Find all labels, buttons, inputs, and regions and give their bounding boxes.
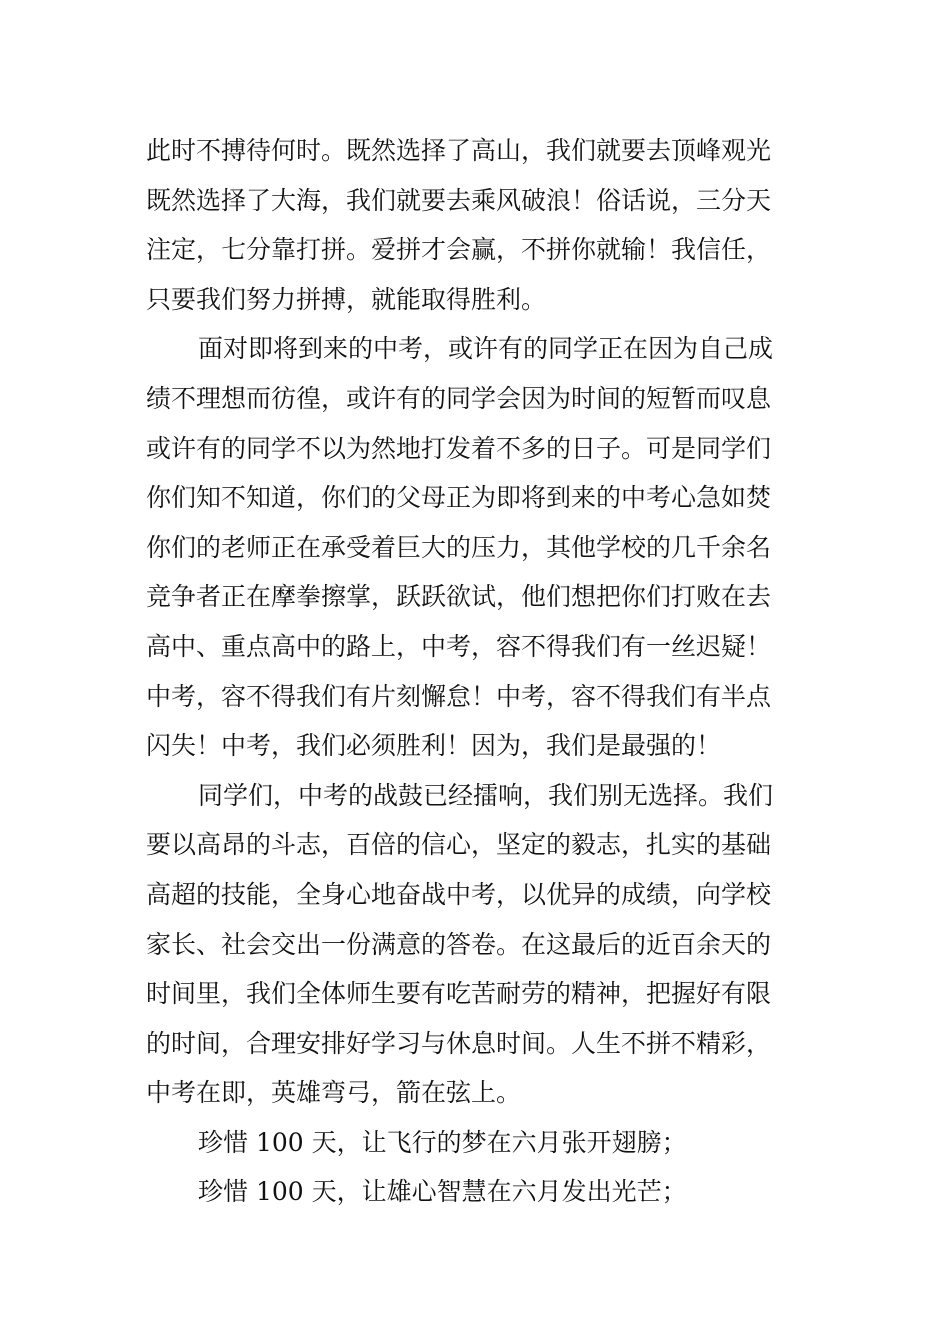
text-line: 时间里，我们全体师生要有吃苦耐劳的精神，把握好有限 [146, 979, 772, 1009]
text-line: 珍惜 100 天，让雄心智慧在六月发出光芒； [198, 1177, 687, 1207]
text-line: 注定，七分靠打拼。爱拼才会赢，不拼你就输！我信任， [146, 235, 772, 265]
text-line: 同学们，中考的战鼓已经擂响，我们别无选择。我们 [198, 780, 774, 810]
text-line: 你们知不知道，你们的父母正为即将到来的中考心急如焚 [146, 483, 772, 513]
text-line: 既然选择了大海，我们就要去乘风破浪！俗话说，三分天 [146, 185, 772, 215]
text-line: 家长、社会交出一份满意的答卷。在这最后的近百余天的 [146, 929, 772, 959]
paragraph-5 [146, 1167, 826, 1217]
text-line: 高中、重点高中的路上，中考，容不得我们有一丝迟疑！ [146, 631, 772, 661]
text-line: 珍惜 100 天，让飞行的梦在六月张开翅膀； [198, 1127, 687, 1157]
paragraph-3 [146, 771, 826, 1118]
text-line: 要以高昂的斗志，百倍的信心，坚定的毅志，扎实的基础 [146, 830, 772, 860]
text-line: 面对即将到来的中考，或许有的同学正在因为自己成 [198, 334, 774, 364]
text-line: 的时间，合理安排好学习与休息时间。人生不拼不精彩， [146, 1028, 772, 1058]
text-line: 绩不理想而彷徨，或许有的同学会因为时间的短暂而叹息 [146, 383, 772, 413]
text-line: 竞争者正在摩拳擦掌，跃跃欲试，他们想把你们打败在去 [146, 582, 772, 612]
text-line: 你们的老师正在承受着巨大的压力，其他学校的几千余名 [146, 532, 772, 562]
paragraph-1 [146, 126, 826, 324]
paragraph-2 [146, 324, 826, 770]
text-line: 中考在即，英雄弯弓，箭在弦上。 [146, 1078, 522, 1108]
text-line: 或许有的同学不以为然地打发着不多的日子。可是同学们 [146, 433, 772, 463]
text-line: 中考，容不得我们有片刻懈怠！中考，容不得我们有半点 [146, 681, 772, 711]
text-line: 只要我们努力拼搏，就能取得胜利。 [146, 284, 547, 314]
text-line: 闪失！中考，我们必须胜利！因为，我们是最强的！ [146, 731, 722, 761]
paragraph-4 [146, 1118, 826, 1168]
text-line: 此时不搏待何时。既然选择了高山，我们就要去顶峰观光 [146, 136, 772, 165]
text-line: 高超的技能，全身心地奋战中考，以优异的成绩，向学校 [146, 879, 772, 909]
document-body [146, 126, 826, 1217]
